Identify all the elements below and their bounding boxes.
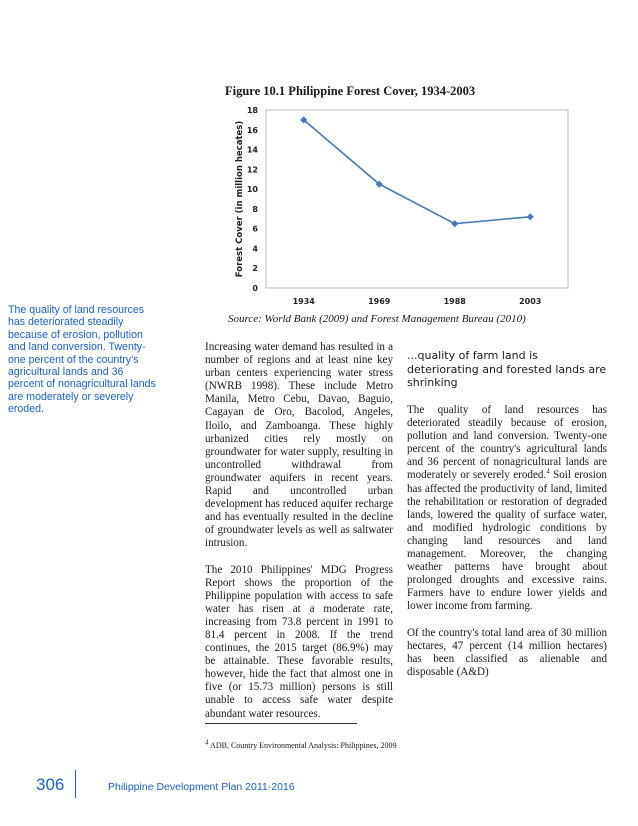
left-column bbox=[205, 341, 393, 734]
paragraph: The 2010 Philippines' MDG Progress Report shows the proportion of the Philippine population with access to safe water has risen at a moderate rate, increasing from 73.8 percent in 1991 to 81.4 percent in 2008. If the trend continues, the 2015 target (86.9%) may be attainable. These favorable results, however, hide the fact that almost one in five (or 15.73 million) persons is still unable to access safe water despite abundant water resources. bbox=[205, 563, 393, 720]
y-tick-label: 16 bbox=[246, 125, 258, 135]
paragraph: Increasing water demand has resulted in a number of regions and at least nine key urban centers experiencing water stress (NWRB 1998). These include Metro Manila, Metro Cebu, Davao, Baguio, Cagayan de Oro, Bacolod, Angeles, Iloilo, and Zamboanga. These highly urbanized cities rely mostly on groundwater for water supply, resulting in uncontrolled withdrawal from groundwater aquifers in recent years. Rapid and uncontrolled urban development has reduced aquifer recharge and has eventually resulted in the decline of groundwater levels as well as saltwater intrusion. bbox=[205, 341, 393, 550]
sidebar-line: The quality of land resources bbox=[8, 304, 145, 316]
y-tick-label: 8 bbox=[252, 204, 258, 214]
plot-area bbox=[266, 110, 568, 288]
sidebar-line: has deteriorated steadily bbox=[8, 316, 124, 329]
forest-cover-chart bbox=[222, 104, 576, 310]
right-column bbox=[407, 404, 607, 692]
sidebar-line: percent of nonagricultural lands bbox=[8, 378, 156, 391]
y-tick-label: 2 bbox=[252, 264, 258, 274]
paragraph: Of the country's total land area of 30 million hectares, 47 percent (14 million hectares) has been classified as alienable and disposable (A&D) bbox=[407, 626, 607, 678]
y-tick-label: 4 bbox=[252, 244, 258, 254]
sidebar-line: eroded. bbox=[8, 403, 44, 416]
page-number: 306 bbox=[36, 775, 65, 794]
figure-title: Figure 10.1 Philippine Forest Cover, 1934-2003 bbox=[225, 84, 476, 98]
footnote-ref[interactable]: 4 bbox=[546, 467, 550, 476]
y-axis-label: Forest Cover (in million hecates) bbox=[235, 120, 245, 278]
sidebar-pull-quote bbox=[8, 304, 194, 416]
y-tick-label: 0 bbox=[252, 284, 258, 293]
footnote: $^4$ ADB, Country Environmental Analysis: Philippines, 2009 bbox=[205, 738, 397, 750]
footnote-divider bbox=[205, 723, 357, 724]
y-tick-label: 6 bbox=[252, 224, 258, 234]
x-tick-label: 1969 bbox=[368, 297, 391, 306]
x-tick-label: 2003 bbox=[519, 297, 542, 306]
sidebar-line: and land conversion. Twenty- bbox=[8, 341, 146, 354]
sidebar-line: are moderately or severely bbox=[8, 390, 134, 403]
figure-source: Source: World Bank (2009) and Forest Management Bureau (2010) bbox=[228, 313, 526, 325]
sidebar-line: one percent of the country's bbox=[8, 353, 139, 366]
section-heading: ...quality of farm land is deteriorating and forested lands are shrinking bbox=[407, 349, 607, 389]
footer-divider bbox=[75, 770, 76, 798]
y-tick-label: 12 bbox=[246, 165, 258, 175]
x-tick-label: 1934 bbox=[292, 297, 315, 306]
sidebar-line: because of erosion, pollution bbox=[8, 328, 143, 341]
y-tick-label: 10 bbox=[246, 185, 258, 195]
sidebar-line: agricultural lands and 36 bbox=[8, 366, 124, 379]
y-tick-label: 14 bbox=[246, 145, 258, 155]
y-tick-label: 18 bbox=[246, 106, 258, 115]
paragraph: The quality of land resources has deteriorated steadily because of erosion, pollution and land conversion. Twenty-one percent of the country's agricultural lands and 36 percent of nonagricultural lands are moderately or severely eroded.$^4$ Soil erosion has affected the productivity of land, limited the rehabilitation or restoration of degraded lands, lowered the quality of surface water, and modified hydrologic conditions by changing land resources and land management. Moreover, the changing weather patterns have brought about prolonged droughts and excessive rains. Farmers have to endure lower yields and lower income from farming. bbox=[407, 404, 607, 613]
footer-title: Philippine Development Plan 2011-2016 bbox=[108, 781, 295, 793]
x-tick-label: 1988 bbox=[443, 297, 466, 306]
